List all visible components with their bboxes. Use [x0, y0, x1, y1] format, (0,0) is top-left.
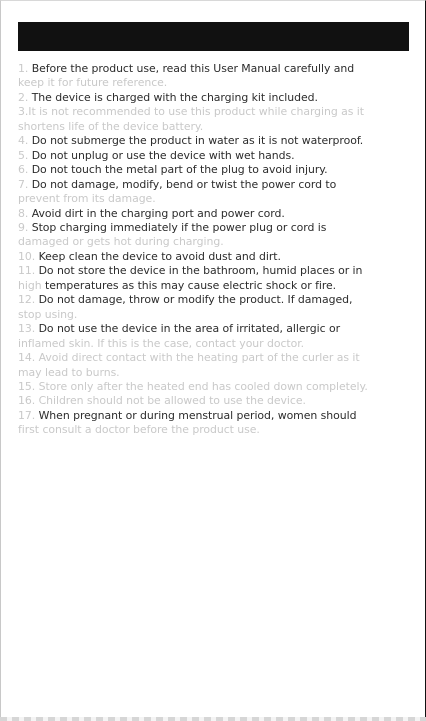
notice-line-8-text: Do not touch the metal part of the plug to avoid injury. [31, 163, 328, 177]
notice-line-9-lead: 7. [18, 177, 32, 191]
notice-line-17 [18, 293, 410, 307]
notice-line-12-lead: 9. [18, 220, 32, 234]
notice-line-3 [18, 91, 410, 105]
notice-line-12 [18, 221, 410, 235]
notice-line-13 [18, 235, 410, 249]
notice-line-16 [18, 279, 410, 293]
notice-line-17-text: Do not damage, throw or modify the product. If damaged, [38, 293, 353, 307]
notice-line-3-lead: 2. [18, 90, 32, 104]
notice-line-6-lead: 4. [18, 134, 32, 148]
notice-line-1-text: Before the product use, read this User Manual carefully and [31, 62, 355, 75]
notice-line-13-lead: damaged or gets hot during charging. [18, 235, 224, 249]
notice-line-14 [18, 250, 410, 264]
notice-line-3-text: The device is charged with the charging kit included. [31, 90, 318, 104]
notice-line-14-lead: 10. [18, 249, 39, 263]
notice-line-4-lead: 3.It is not recommended to use this product while charging as it [18, 105, 365, 119]
notice-line-26-lead: first consult a doctor before the product use. [18, 423, 260, 437]
notice-line-26 [18, 423, 410, 437]
notice-line-11-text: Avoid dirt in the charging port and power cord. [31, 206, 285, 220]
notice-line-7-text: Do not unplug or use the device with wet hands. [31, 148, 295, 162]
notice-line-1-lead: 1. [18, 62, 32, 75]
bottom-edge-strip [0, 717, 426, 721]
notice-line-14-text: Keep clean the device to avoid dust and dirt. [38, 249, 281, 263]
notice-line-19-text: Do not use the device in the area of irritated, allergic or [38, 322, 340, 336]
notice-line-18-lead: stop using. [18, 307, 78, 321]
notice-line-15 [18, 264, 410, 278]
notice-line-16-lead: high [18, 278, 45, 292]
notice-line-25-lead: 17. [18, 408, 39, 422]
notice-line-8 [18, 163, 410, 177]
notice-line-24-lead: 16. Children should not be allowed to use the device. [18, 394, 306, 408]
notice-line-19 [18, 322, 410, 336]
notice-line-11 [18, 207, 410, 221]
notice-line-5-lead: shortens life of the device battery. [18, 119, 204, 133]
notice-line-23 [18, 380, 410, 394]
notice-line-25-text: When pregnant or during menstrual period, women should [38, 408, 357, 422]
notice-line-24 [18, 394, 410, 408]
notice-line-11-lead: 8. [18, 206, 32, 220]
notice-line-10-lead: prevent from its damage. [18, 192, 156, 206]
notice-line-18 [18, 308, 410, 322]
notice-line-6-text: Do not submerge the product in water as it is not waterproof. [31, 134, 364, 148]
notice-line-23-lead: 15. Store only after the heated end has cooled down completely. [18, 379, 368, 393]
notice-line-10 [18, 192, 410, 206]
notice-line-22 [18, 366, 410, 380]
header-bar [18, 22, 409, 51]
notice-line-15-lead: 11. [18, 264, 39, 278]
notice-line-7-lead: 5. [18, 148, 32, 162]
notice-line-21-lead: 14. Avoid direct contact with the heating part of the curler as it [18, 351, 360, 365]
notice-line-9-text: Do not damage, modify, bend or twist the power cord to [31, 177, 337, 191]
notice-line-16-text: temperatures as this may cause electric shock or fire. [44, 278, 337, 292]
notice-line-2 [18, 76, 410, 90]
notice-line-8-lead: 6. [18, 163, 32, 177]
notice-line-12-text: Stop charging immediately if the power plug or cord is [31, 220, 327, 234]
safety-notice-list [18, 62, 410, 438]
notice-line-20-lead: inflamed skin. If this is the case, contact your doctor. [18, 336, 305, 350]
notice-line-22-lead: may lead to burns. [18, 365, 120, 379]
notice-line-6 [18, 134, 410, 148]
notice-line-5 [18, 120, 410, 134]
notice-line-4 [18, 105, 410, 119]
notice-line-9 [18, 178, 410, 192]
notice-line-20 [18, 337, 410, 351]
notice-line-1 [18, 62, 410, 76]
notice-line-17-lead: 12. [18, 293, 39, 307]
notice-line-15-text: Do not store the device in the bathroom, humid places or in [38, 264, 363, 278]
notice-line-2-lead: keep it for future reference. [18, 76, 168, 90]
notice-line-25 [18, 409, 410, 423]
notice-line-7 [18, 149, 410, 163]
notice-line-21 [18, 351, 410, 365]
notice-line-19-lead: 13. [18, 322, 39, 336]
